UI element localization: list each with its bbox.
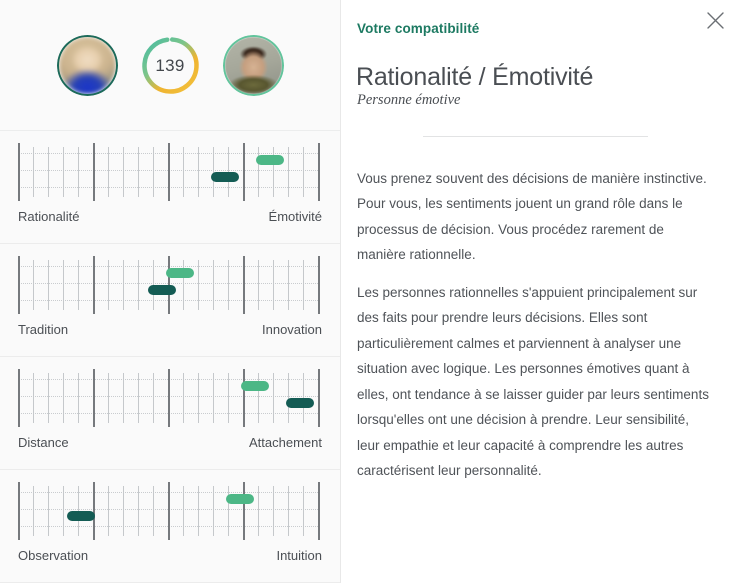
trait-marker-user[interactable] bbox=[67, 511, 95, 521]
track-minor-tick bbox=[78, 147, 79, 197]
track-minor-tick bbox=[258, 486, 259, 536]
trait-marker-user[interactable] bbox=[211, 172, 239, 182]
user-avatar[interactable] bbox=[223, 35, 284, 96]
track-minor-tick bbox=[213, 373, 214, 423]
track-minor-tick bbox=[108, 260, 109, 310]
track-minor-tick bbox=[48, 373, 49, 423]
track-major-tick bbox=[243, 256, 245, 314]
close-glyph bbox=[706, 11, 725, 30]
track-minor-tick bbox=[258, 260, 259, 310]
track-minor-tick bbox=[198, 373, 199, 423]
track-minor-tick bbox=[123, 260, 124, 310]
trait-slider-track bbox=[18, 256, 318, 314]
track-minor-tick bbox=[303, 486, 304, 536]
track-minor-tick bbox=[108, 373, 109, 423]
track-minor-tick bbox=[138, 147, 139, 197]
partner-avatar[interactable] bbox=[57, 35, 118, 96]
compatibility-score-value: 139 bbox=[155, 55, 185, 75]
track-minor-tick bbox=[183, 373, 184, 423]
track-minor-tick bbox=[228, 373, 229, 423]
detail-paragraph-1: Vous prenez souvent des décisions de manière instinctive. Pour vous, les sentiments jouent un grand rôle dans le processus de décision. Vous procédez rarement de manière rationnelle. bbox=[357, 170, 707, 262]
track-minor-tick bbox=[48, 147, 49, 197]
trait-detail-panel bbox=[340, 0, 737, 583]
track-minor-tick bbox=[33, 486, 34, 536]
track-minor-tick bbox=[288, 260, 289, 310]
track-major-tick bbox=[168, 143, 170, 201]
track-minor-tick bbox=[123, 486, 124, 536]
trait-label-left: Distance bbox=[18, 435, 69, 450]
track-minor-tick bbox=[138, 260, 139, 310]
track-minor-tick bbox=[183, 147, 184, 197]
trait-label-right: Innovation bbox=[262, 322, 322, 337]
detail-divider bbox=[423, 136, 648, 137]
track-minor-tick bbox=[48, 260, 49, 310]
track-major-tick bbox=[168, 369, 170, 427]
track-minor-tick bbox=[288, 147, 289, 197]
trait-slider-3[interactable] bbox=[0, 357, 340, 470]
track-minor-tick bbox=[78, 373, 79, 423]
trait-slider-track bbox=[18, 482, 318, 540]
track-minor-tick bbox=[303, 260, 304, 310]
detail-eyebrow: Votre compatibilité bbox=[357, 21, 480, 36]
track-minor-tick bbox=[78, 260, 79, 310]
track-minor-tick bbox=[273, 260, 274, 310]
trait-marker-partner[interactable] bbox=[226, 494, 254, 504]
trait-slider-1[interactable] bbox=[0, 131, 340, 244]
track-major-tick bbox=[318, 482, 320, 540]
track-minor-tick bbox=[288, 486, 289, 536]
detail-subtitle: Personne émotive bbox=[357, 92, 461, 108]
track-major-tick bbox=[243, 143, 245, 201]
track-minor-tick bbox=[153, 486, 154, 536]
track-minor-tick bbox=[303, 147, 304, 197]
track-minor-tick bbox=[213, 260, 214, 310]
track-minor-tick bbox=[138, 486, 139, 536]
page-title: Rationalité / Émotivité bbox=[356, 62, 594, 91]
track-minor-tick bbox=[198, 260, 199, 310]
track-major-tick bbox=[18, 482, 20, 540]
traits-panel bbox=[0, 0, 340, 583]
track-minor-tick bbox=[273, 486, 274, 536]
track-minor-tick bbox=[33, 260, 34, 310]
trait-label-left: Observation bbox=[18, 548, 89, 563]
track-major-tick bbox=[93, 369, 95, 427]
partner-avatar-ring bbox=[57, 35, 118, 96]
trait-label-right: Émotivité bbox=[268, 209, 322, 224]
trait-slider-labels bbox=[18, 209, 322, 224]
trait-slider-labels bbox=[18, 548, 322, 563]
trait-slider-list bbox=[0, 131, 340, 583]
trait-marker-partner[interactable] bbox=[166, 268, 194, 278]
track-minor-tick bbox=[33, 147, 34, 197]
track-major-tick bbox=[318, 143, 320, 201]
compatibility-score-ring bbox=[140, 35, 201, 96]
track-major-tick bbox=[168, 482, 170, 540]
user-avatar-ring bbox=[223, 35, 284, 96]
trait-slider-labels bbox=[18, 435, 322, 450]
track-major-tick bbox=[318, 369, 320, 427]
track-minor-tick bbox=[273, 373, 274, 423]
track-minor-tick bbox=[63, 373, 64, 423]
track-minor-tick bbox=[123, 147, 124, 197]
track-minor-tick bbox=[63, 260, 64, 310]
track-minor-tick bbox=[228, 260, 229, 310]
profile-summary-card bbox=[0, 0, 340, 131]
track-major-tick bbox=[318, 256, 320, 314]
trait-marker-partner[interactable] bbox=[241, 381, 269, 391]
track-minor-tick bbox=[138, 373, 139, 423]
track-major-tick bbox=[93, 143, 95, 201]
trait-slider-4[interactable] bbox=[0, 470, 340, 583]
track-minor-tick bbox=[198, 486, 199, 536]
trait-label-right: Intuition bbox=[276, 548, 322, 563]
track-minor-tick bbox=[108, 486, 109, 536]
trait-slider-track bbox=[18, 369, 318, 427]
track-minor-tick bbox=[198, 147, 199, 197]
detail-paragraph-2: Les personnes rationnelles s'appuient principalement sur des faits pour prendre leurs décisions. Elles sont particulièrement calmes et parviennent à analyser une situation avec logique. Les personnes émotives quant à elles, ont tendance à se laisser guider par leurs sentiments lorsqu'elles ont une décision à prendre. Leur sensibilité, leur empathie et leur capacité à comprendre les autres caractérisent leur personnalité. bbox=[357, 284, 709, 478]
trait-slider-2[interactable] bbox=[0, 244, 340, 357]
track-minor-tick bbox=[213, 486, 214, 536]
profile-row bbox=[0, 35, 340, 96]
track-major-tick bbox=[18, 369, 20, 427]
trait-marker-partner[interactable] bbox=[256, 155, 284, 165]
track-minor-tick bbox=[153, 147, 154, 197]
track-minor-tick bbox=[183, 486, 184, 536]
close-icon[interactable] bbox=[701, 6, 729, 34]
track-minor-tick bbox=[63, 486, 64, 536]
trait-slider-track bbox=[18, 143, 318, 201]
track-major-tick bbox=[18, 143, 20, 201]
track-major-tick bbox=[243, 482, 245, 540]
track-minor-tick bbox=[108, 147, 109, 197]
trait-slider-labels bbox=[18, 322, 322, 337]
track-minor-tick bbox=[33, 373, 34, 423]
track-major-tick bbox=[93, 256, 95, 314]
track-major-tick bbox=[93, 482, 95, 540]
track-minor-tick bbox=[123, 373, 124, 423]
track-minor-tick bbox=[153, 373, 154, 423]
track-major-tick bbox=[18, 256, 20, 314]
trait-marker-user[interactable] bbox=[148, 285, 176, 295]
trait-label-left: Tradition bbox=[18, 322, 69, 337]
track-minor-tick bbox=[48, 486, 49, 536]
track-minor-tick bbox=[63, 147, 64, 197]
trait-marker-user[interactable] bbox=[286, 398, 314, 408]
track-major-tick bbox=[243, 369, 245, 427]
trait-label-left: Rationalité bbox=[18, 209, 80, 224]
trait-label-right: Attachement bbox=[249, 435, 322, 450]
